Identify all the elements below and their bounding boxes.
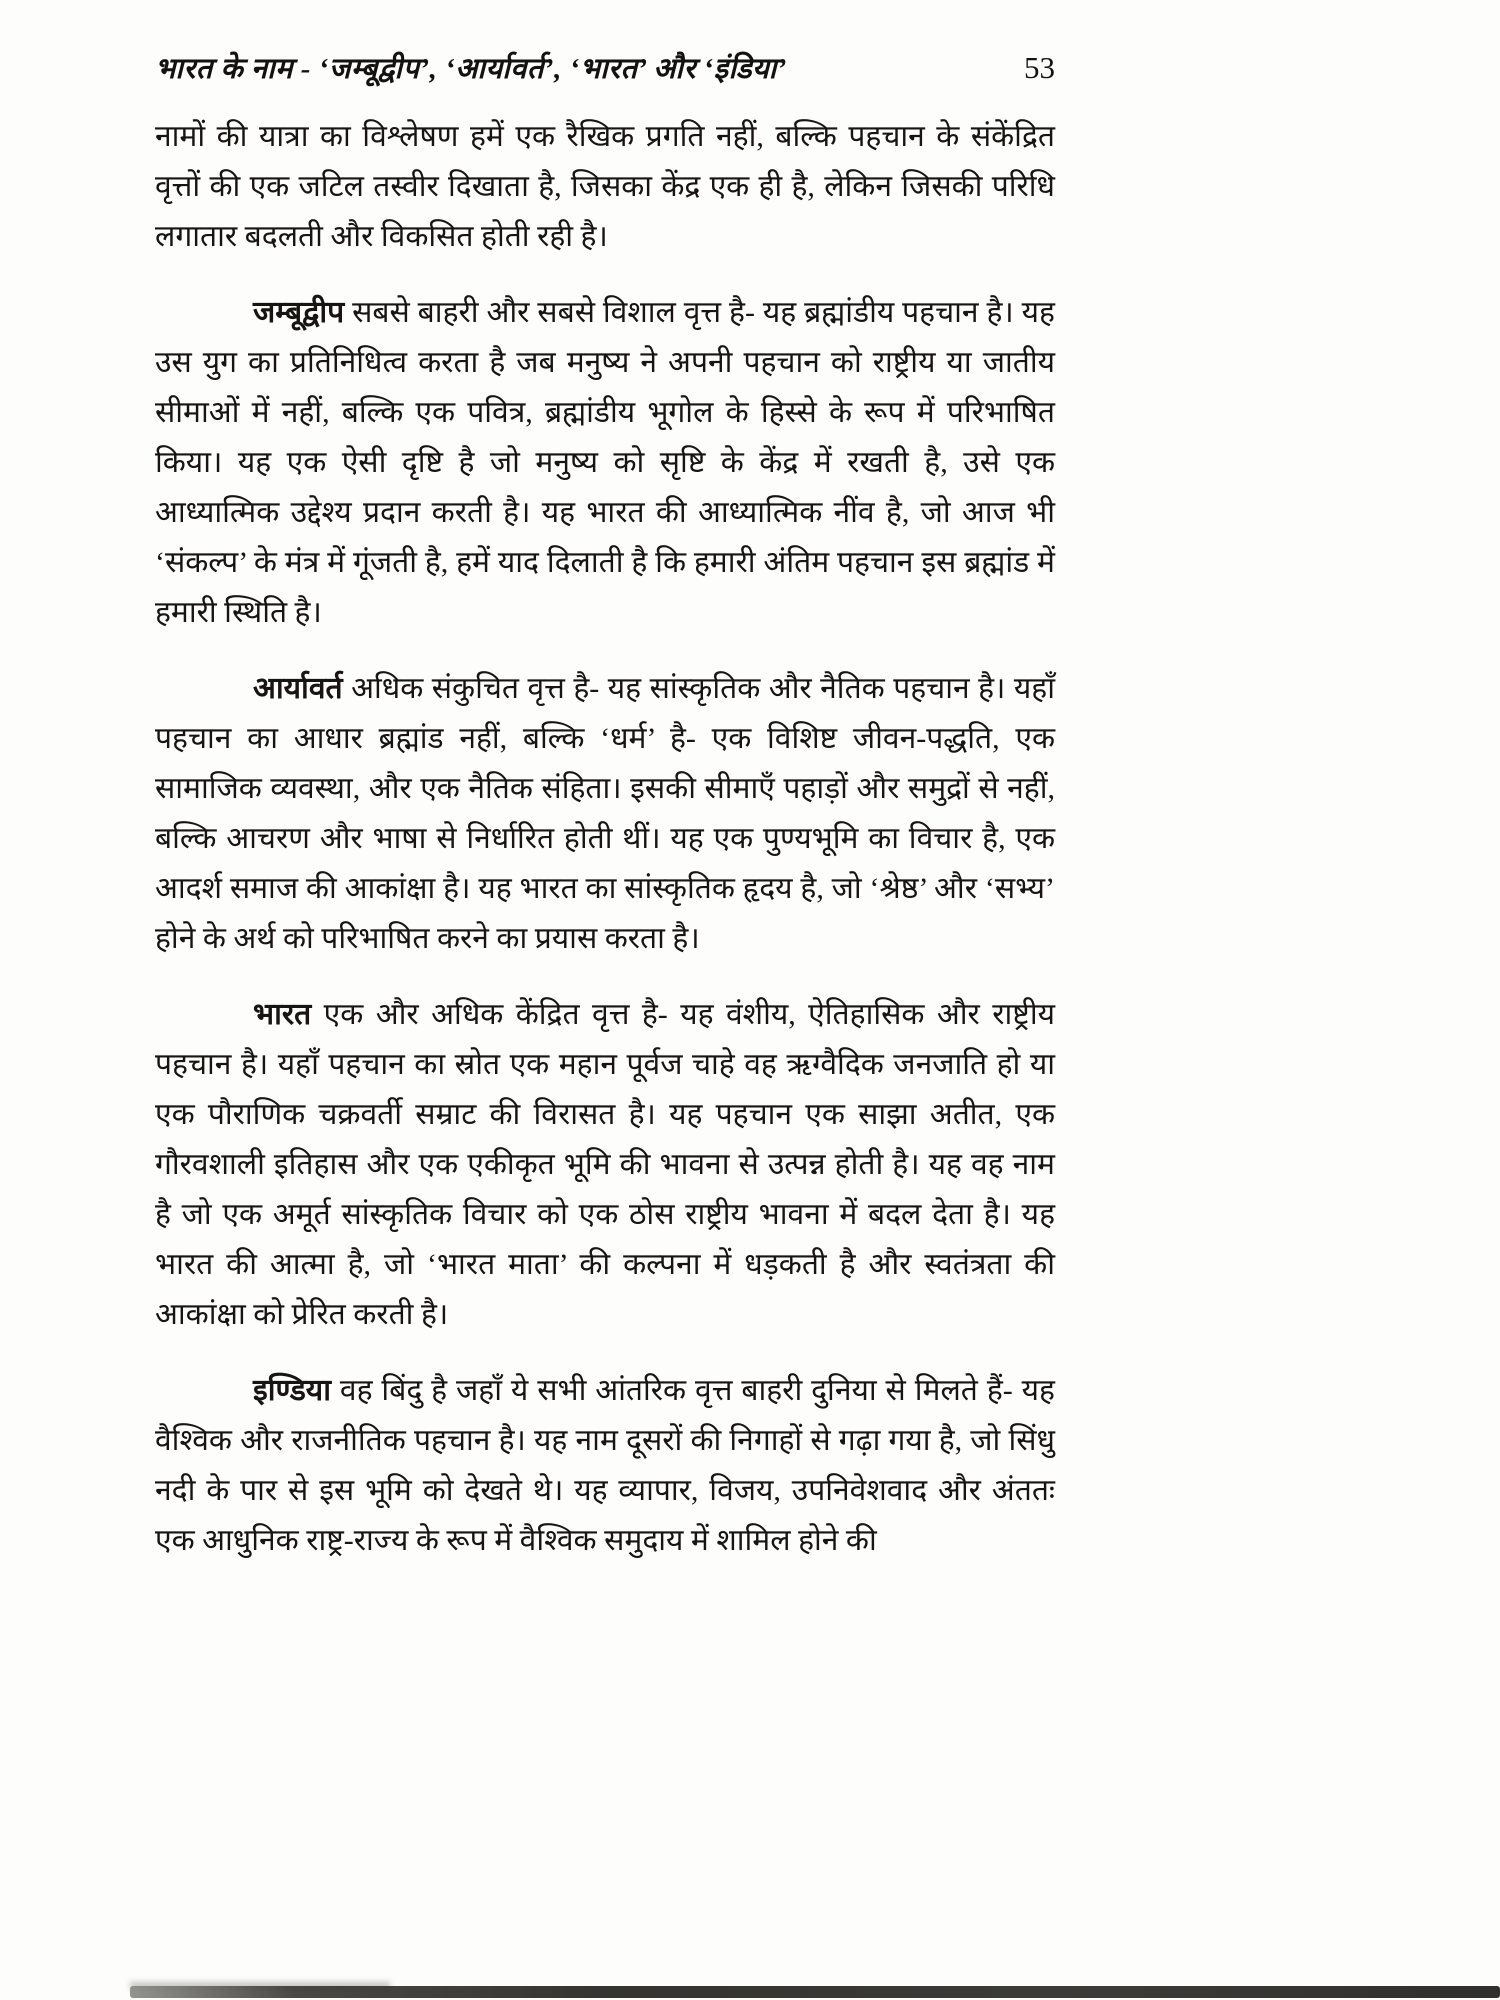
paragraph-text: अधिक संकुचित वृत्त है- यह सांस्कृतिक और नैतिक पहचान है। यहाँ पहचान का आधार ब्रह्मांड नहीं, बल्कि ‘धर्म’ है- एक विशिष्ट जीवन-पद्धति, एक सामाजिक व्यवस्था, और एक नैतिक संहिता। इसकी सीमाएँ पहाड़ों और समुद्रों से नहीं, बल्कि आचरण और भाषा से निर्धारित होती थीं। यह एक पुण्यभूमि का विचार है, एक आदर्श समाज की आकांक्षा है। यह भारत का सांस्कृतिक हृदय है, जो ‘श्रेष्ठ’ और ‘सभ्य’ होने के अर्थ को परिभाषित करने का प्रयास करता है। <box>155 672 1055 955</box>
paragraph-intro <box>155 112 1055 262</box>
scan-edge-artifact <box>130 1986 1500 1998</box>
paragraph-jambudvip <box>155 288 1055 638</box>
paragraph-text: सबसे बाहरी और सबसे विशाल वृत्त है- यह ब्रह्मांडीय पहचान है। यह उस युग का प्रतिनिधित्व करता है जब मनुष्य ने अपनी पहचान को राष्ट्रीय या जातीय सीमाओं में नहीं, बल्कि एक पवित्र, ब्रह्मांडीय भूगोल के हिस्से के रूप में परिभाषित किया। यह एक ऐसी दृष्टि है जो मनुष्य को सृष्टि के केंद्र में रखती है, उसे एक आध्यात्मिक उद्देश्य प्रदान करती है। यह भारत की आध्यात्मिक नींव है, जो आज भी ‘संकल्प’ के मंत्र में गूंजती है, हमें याद दिलाती है कि हमारी अंतिम पहचान इस ब्रह्मांड में हमारी स्थिति है। <box>155 296 1055 629</box>
page-number: 53 <box>1024 50 1055 85</box>
paragraph-lead-term: जम्बूद्वीप <box>253 296 345 329</box>
paragraph-text: वह बिंदु है जहाँ ये सभी आंतरिक वृत्त बाहरी दुनिया से मिलते हैं- यह वैश्विक और राजनीतिक पहचान है। यह नाम दूसरों की निगाहों से गढ़ा गया है, जो सिंधु नदी के पार से इस भूमि को देखते थे। यह व्यापार, विजय, उपनिवेशवाद और अंततः एक आधुनिक राष्ट्र-राज्य के रूप में वैश्विक समुदाय में शामिल होने की <box>155 1374 1055 1557</box>
paragraph-lead-term: आर्यावर्त <box>253 672 343 705</box>
page-body <box>155 112 1055 1592</box>
paragraph-text: नामों की यात्रा का विश्लेषण हमें एक रैखिक प्रगति नहीं, बल्कि पहचान के संकेंद्रित वृत्तों की एक जटिल तस्वीर दिखाता है, जिसका केंद्र एक ही है, लेकिन जिसकी परिधि लगातार बदलती और विकसित होती रही है। <box>155 120 1055 253</box>
paragraph-lead-term: इण्डिया <box>253 1374 331 1407</box>
paragraph-lead-term: भारत <box>253 998 312 1031</box>
paragraph-aryavart <box>155 664 1055 964</box>
page-header <box>155 48 1055 87</box>
running-header-title: भारत के नाम - ‘जम्बूद्वीप’, ‘आर्यावर्त’, ‘भारत’ और ‘इंडिया’ <box>155 53 787 85</box>
paragraph-bharat <box>155 990 1055 1340</box>
paragraph-india <box>155 1366 1055 1566</box>
paragraph-text: एक और अधिक केंद्रित वृत्त है- यह वंशीय, ऐतिहासिक और राष्ट्रीय पहचान है। यहाँ पहचान का स्रोत एक महान पूर्वज चाहे वह ऋग्वैदिक जनजाति हो या एक पौराणिक चक्रवर्ती सम्राट की विरासत है। यह पहचान एक साझा अतीत, एक गौरवशाली इतिहास और एक एकीकृत भूमि की भावना से उत्पन्न होती है। यह वह नाम है जो एक अमूर्त सांस्कृतिक विचार को एक ठोस राष्ट्रीय भावना में बदल देता है। यह भारत की आत्मा है, जो ‘भारत माता’ की कल्पना में धड़कती है और स्वतंत्रता की आकांक्षा को प्रेरित करती है। <box>155 998 1055 1331</box>
